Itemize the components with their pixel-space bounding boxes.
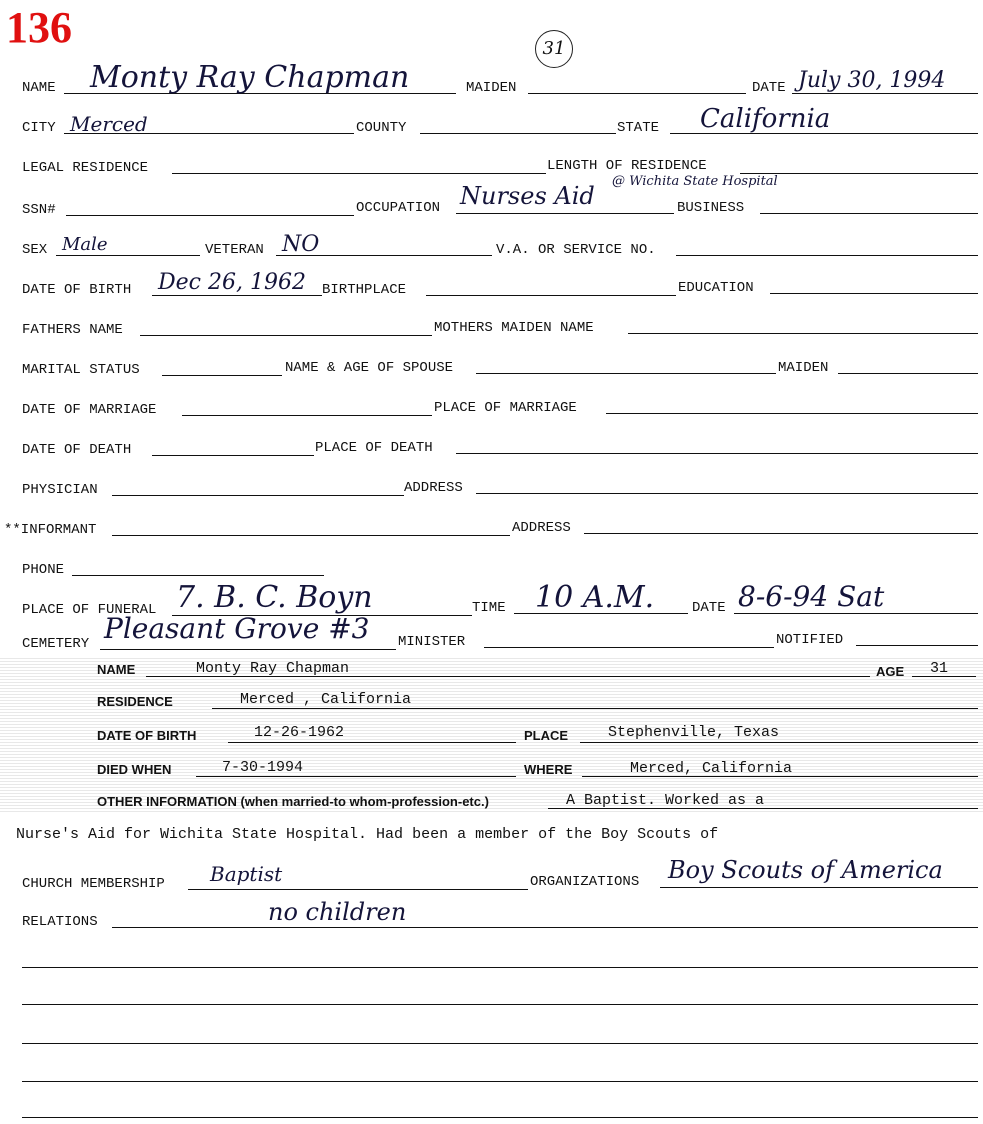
cemetery-handwritten: Pleasant Grove #3 bbox=[104, 612, 370, 645]
band-died-value: 7-30-1994 bbox=[222, 759, 304, 776]
date-label: DATE bbox=[752, 80, 786, 96]
band-age-value: 31 bbox=[930, 660, 949, 677]
funeral-date-handwritten: 8-6-94 Sat bbox=[738, 580, 885, 613]
occupation-handwritten: Nurses Aid bbox=[460, 182, 595, 210]
band-other-label: OTHER INFORMATION (when married-to whom-profession-etc.) bbox=[97, 794, 489, 809]
funeral-date-label: DATE bbox=[692, 600, 726, 616]
place-of-funeral-handwritten: 7. B. C. Boyn bbox=[176, 580, 373, 615]
veteran-label: VETERAN bbox=[205, 242, 264, 258]
band-where-label: WHERE bbox=[524, 762, 573, 777]
place-of-marriage-label: PLACE OF MARRIAGE bbox=[434, 400, 577, 416]
relations-label: RELATIONS bbox=[22, 914, 98, 930]
circled-number: 31 bbox=[535, 30, 573, 68]
sex-label: SEX bbox=[22, 242, 48, 258]
address-label: ADDRESS bbox=[404, 480, 463, 496]
date-handwritten: July 30, 1994 bbox=[798, 68, 946, 93]
blank-line bbox=[22, 1117, 978, 1118]
band-place-label: PLACE bbox=[524, 728, 569, 743]
fathers-name-label: FATHERS NAME bbox=[22, 322, 123, 338]
name-handwritten: Monty Ray Chapman bbox=[90, 60, 410, 95]
va-service-label: V.A. OR SERVICE NO. bbox=[496, 242, 656, 258]
band-dob-value: 12-26-1962 bbox=[254, 724, 345, 741]
city-label: CITY bbox=[22, 120, 56, 136]
sheet-number: 136 bbox=[6, 3, 72, 52]
church-membership-handwritten: Baptist bbox=[210, 862, 283, 886]
birthplace-label: BIRTHPLACE bbox=[322, 282, 407, 298]
place-of-death-label: PLACE OF DEATH bbox=[315, 440, 433, 456]
band-age-label: AGE bbox=[876, 664, 905, 679]
city-handwritten: Merced bbox=[70, 112, 148, 136]
blank-line bbox=[22, 967, 978, 968]
blank-line bbox=[22, 1043, 978, 1044]
place-of-funeral-label: PLACE OF FUNERAL bbox=[22, 602, 157, 618]
state-label: STATE bbox=[617, 120, 660, 136]
time-label: TIME bbox=[472, 600, 506, 616]
phone-label: PHONE bbox=[22, 562, 65, 578]
relations-handwritten: no children bbox=[268, 898, 407, 926]
cemetery-label: CEMETERY bbox=[22, 636, 90, 652]
date-of-death-label: DATE OF DEATH bbox=[22, 442, 132, 458]
time-handwritten: 10 A.M. bbox=[535, 580, 655, 615]
band-place-value: Stephenville, Texas bbox=[608, 724, 780, 741]
band-other-value-2: Nurse's Aid for Wichita State Hospital. Had been a member of the Boy Scouts of bbox=[16, 826, 719, 843]
band-dob-label: DATE OF BIRTH bbox=[97, 728, 197, 743]
marital-status-label: MARITAL STATUS bbox=[22, 362, 140, 378]
length-of-residence-label: LENGTH OF RESIDENCE bbox=[547, 158, 707, 174]
legal-residence-label: LEGAL RESIDENCE bbox=[22, 160, 149, 176]
organizations-handwritten: Boy Scouts of America bbox=[668, 856, 943, 884]
state-handwritten: California bbox=[700, 104, 831, 134]
date-of-birth-handwritten: Dec 26, 1962 bbox=[158, 270, 306, 295]
band-name-value: Monty Ray Chapman bbox=[196, 660, 350, 677]
mothers-maiden-name-label: MOTHERS MAIDEN NAME bbox=[434, 320, 594, 336]
name-age-spouse-label: NAME & AGE OF SPOUSE bbox=[285, 360, 454, 376]
address-label-2: ADDRESS bbox=[512, 520, 571, 536]
sex-handwritten: Male bbox=[62, 234, 108, 255]
church-membership-label: CHURCH MEMBERSHIP bbox=[22, 876, 165, 892]
blank-line bbox=[22, 1081, 978, 1082]
date-of-marriage-label: DATE OF MARRIAGE bbox=[22, 402, 157, 418]
notified-label: NOTIFIED bbox=[776, 632, 844, 648]
date-of-birth-label: DATE OF BIRTH bbox=[22, 282, 132, 298]
county-label: COUNTY bbox=[356, 120, 407, 136]
informant-label: **INFORMANT bbox=[4, 522, 97, 538]
business-note-handwritten: @ Wichita State Hospital bbox=[612, 174, 778, 189]
education-label: EDUCATION bbox=[678, 280, 754, 296]
band-other-value-1: A Baptist. Worked as a bbox=[566, 792, 765, 809]
organizations-label: ORGANIZATIONS bbox=[530, 874, 640, 890]
maiden-label-2: MAIDEN bbox=[778, 360, 829, 376]
name-label: NAME bbox=[22, 80, 56, 96]
veteran-handwritten: NO bbox=[282, 232, 320, 257]
business-label: BUSINESS bbox=[677, 200, 745, 216]
band-died-label: DIED WHEN bbox=[97, 762, 172, 777]
maiden-label: MAIDEN bbox=[466, 80, 517, 96]
minister-label: MINISTER bbox=[398, 634, 466, 650]
band-where-value: Merced, California bbox=[630, 760, 793, 777]
band-residence-value: Merced , California bbox=[240, 691, 412, 708]
blank-line bbox=[22, 1004, 978, 1005]
band-residence-label: RESIDENCE bbox=[97, 694, 173, 709]
band-name-label: NAME bbox=[97, 662, 136, 677]
physician-label: PHYSICIAN bbox=[22, 482, 98, 498]
ssn-label: SSN# bbox=[22, 202, 56, 218]
occupation-label: OCCUPATION bbox=[356, 200, 441, 216]
